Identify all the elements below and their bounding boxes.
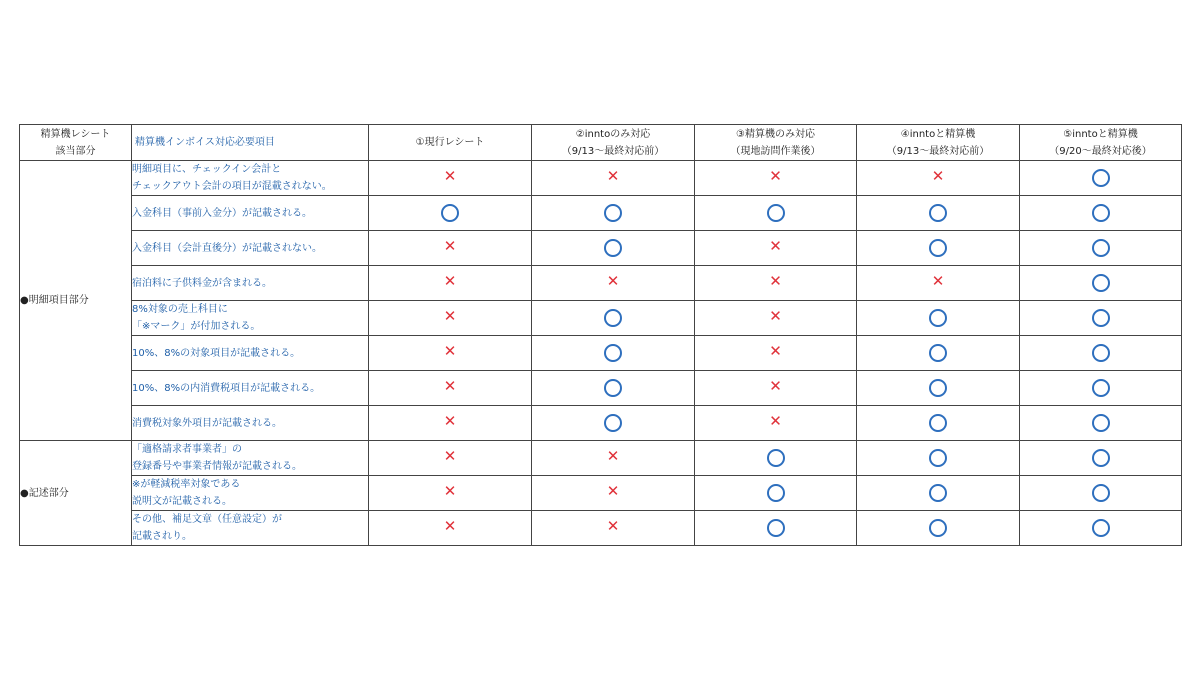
table-row — [20, 301, 1182, 336]
header-row — [20, 125, 1182, 161]
cross-icon: ✕ — [606, 482, 620, 500]
status-cell — [369, 476, 532, 511]
status-cell — [857, 336, 1020, 371]
table-row — [20, 441, 1182, 476]
cross-icon: ✕ — [443, 167, 457, 185]
header-text: （現地訪問作業後） — [730, 145, 821, 157]
status-cell — [695, 371, 857, 406]
circle-icon — [604, 204, 622, 222]
cross-icon: ✕ — [769, 377, 782, 395]
requirement-text: チェックアウト会計の項目が混載されない。 — [132, 181, 332, 192]
requirement-item — [132, 476, 369, 511]
cross-icon: ✕ — [769, 167, 782, 185]
requirement-item — [132, 301, 369, 336]
circle-icon — [929, 344, 947, 362]
header-text: （9/13～最終対応前） — [886, 145, 990, 157]
status-cell — [857, 301, 1020, 336]
table-row — [20, 371, 1182, 406]
header-text: 精算機インボイス対応必要項目 — [135, 137, 275, 148]
cross-icon: ✕ — [443, 447, 457, 465]
invoice-support-table — [19, 124, 1182, 546]
status-cell — [369, 336, 532, 371]
requirement-item — [132, 336, 369, 371]
status-cell — [857, 371, 1020, 406]
requirement-item — [132, 196, 369, 231]
cross-icon: ✕ — [606, 167, 620, 185]
circle-icon — [1092, 309, 1110, 327]
status-cell — [1020, 196, 1182, 231]
circle-icon — [1092, 204, 1110, 222]
requirement-item — [132, 441, 369, 476]
requirement-text: 8%対象の売上科目に — [132, 304, 228, 315]
cross-icon: ✕ — [769, 272, 782, 290]
circle-icon — [929, 239, 947, 257]
requirement-item — [132, 231, 369, 266]
header-text: 該当部分 — [55, 145, 96, 157]
cross-icon: ✕ — [769, 412, 782, 430]
circle-icon — [929, 484, 947, 502]
cross-icon: ✕ — [443, 342, 457, 360]
status-cell — [857, 266, 1020, 301]
requirement-text: 記載されり。 — [132, 531, 192, 542]
section-label: ●明細項目部分 — [20, 161, 132, 441]
status-cell — [1020, 371, 1182, 406]
status-cell — [369, 196, 532, 231]
table-row — [20, 406, 1182, 441]
circle-icon — [767, 449, 785, 467]
status-cell — [1020, 476, 1182, 511]
cross-icon: ✕ — [443, 307, 457, 325]
status-cell — [532, 301, 695, 336]
cross-icon: ✕ — [443, 272, 457, 290]
circle-icon — [929, 414, 947, 432]
status-cell — [857, 196, 1020, 231]
status-cell — [695, 266, 857, 301]
circle-icon — [441, 204, 459, 222]
circle-icon — [604, 414, 622, 432]
status-cell — [532, 196, 695, 231]
status-cell — [695, 476, 857, 511]
requirement-text: その他、補足文章（任意設定）が — [132, 514, 282, 525]
circle-icon — [929, 204, 947, 222]
status-cell — [857, 161, 1020, 196]
circle-icon — [1092, 414, 1110, 432]
status-cell — [369, 266, 532, 301]
header-text: （9/13～最終対応前） — [561, 145, 665, 157]
requirement-text: 「適格請求者事業者」の — [132, 444, 242, 455]
status-cell — [532, 371, 695, 406]
status-cell — [695, 231, 857, 266]
circle-icon — [1092, 484, 1110, 502]
table-row — [20, 266, 1182, 301]
circle-icon — [604, 309, 622, 327]
requirement-text: 入金科目（会計直後分）が記載されない。 — [132, 242, 322, 254]
header-text: ④inntoと精算機 — [900, 128, 976, 140]
requirement-text: ※が軽減税率対象である — [132, 479, 241, 490]
circle-icon — [604, 239, 622, 257]
header-text: 精算機レシート — [40, 128, 111, 140]
requirement-text: 宿泊料に子供料金が含まれる。 — [132, 277, 272, 289]
status-cell — [695, 406, 857, 441]
circle-icon — [1092, 519, 1110, 537]
cross-icon: ✕ — [443, 482, 457, 500]
section-label: ●記述部分 — [20, 441, 132, 546]
status-cell — [695, 336, 857, 371]
status-cell — [532, 336, 695, 371]
status-cell — [532, 476, 695, 511]
status-cell — [369, 301, 532, 336]
requirement-text: 登録番号や事業者情報が記載される。 — [132, 461, 302, 472]
status-cell — [695, 196, 857, 231]
cross-icon: ✕ — [443, 377, 457, 395]
circle-icon — [1092, 274, 1110, 292]
status-cell — [532, 231, 695, 266]
circle-icon — [1092, 344, 1110, 362]
status-cell — [532, 406, 695, 441]
header-current-receipt — [369, 125, 532, 161]
cross-icon: ✕ — [769, 342, 782, 360]
status-cell — [369, 231, 532, 266]
circle-icon — [929, 519, 947, 537]
status-cell — [695, 301, 857, 336]
cross-icon: ✕ — [931, 272, 945, 290]
header-text: ①現行レシート — [415, 137, 485, 148]
status-cell — [1020, 161, 1182, 196]
circle-icon — [929, 379, 947, 397]
status-cell — [1020, 511, 1182, 546]
status-cell — [369, 161, 532, 196]
header-innto-machine-post — [1020, 125, 1182, 161]
circle-icon — [929, 449, 947, 467]
header-required-items — [132, 125, 369, 161]
table-row — [20, 161, 1182, 196]
cross-icon: ✕ — [606, 517, 620, 535]
requirement-item — [132, 371, 369, 406]
table-row — [20, 196, 1182, 231]
circle-icon — [1092, 449, 1110, 467]
requirement-text: 10%、8%の対象項目が記載される。 — [132, 347, 301, 359]
status-cell — [369, 406, 532, 441]
table-row — [20, 231, 1182, 266]
circle-icon — [767, 484, 785, 502]
circle-icon — [1092, 169, 1110, 187]
requirement-text: 消費税対象外項目が記載される。 — [132, 417, 282, 429]
table-row — [20, 476, 1182, 511]
status-cell — [532, 511, 695, 546]
requirement-text: 「※マーク」が付加される。 — [132, 321, 261, 332]
cross-icon: ✕ — [769, 237, 782, 255]
header-receipt-section — [20, 125, 132, 161]
header-text: ②inntoのみ対応 — [575, 128, 651, 140]
header-text: ⑤inntoと精算機 — [1063, 128, 1138, 140]
circle-icon — [929, 309, 947, 327]
requirement-item — [132, 266, 369, 301]
requirement-item — [132, 406, 369, 441]
status-cell — [695, 441, 857, 476]
requirement-item — [132, 511, 369, 546]
table-row — [20, 511, 1182, 546]
requirement-text: 明細項目に、チェックイン会計と — [132, 164, 282, 175]
status-cell — [1020, 406, 1182, 441]
header-machine-only — [695, 125, 857, 161]
status-cell — [532, 161, 695, 196]
cross-icon: ✕ — [606, 272, 620, 290]
header-innto-only — [532, 125, 695, 161]
status-cell — [532, 266, 695, 301]
circle-icon — [767, 204, 785, 222]
cross-icon: ✕ — [443, 412, 457, 430]
status-cell — [857, 476, 1020, 511]
status-cell — [1020, 266, 1182, 301]
header-text: ③精算機のみ対応 — [736, 128, 815, 140]
status-cell — [695, 161, 857, 196]
status-cell — [1020, 441, 1182, 476]
status-cell — [857, 441, 1020, 476]
status-cell — [857, 231, 1020, 266]
header-text: （9/20～最終対応後） — [1049, 145, 1152, 157]
status-cell — [1020, 231, 1182, 266]
status-cell — [369, 441, 532, 476]
requirement-item — [132, 161, 369, 196]
requirement-text: 10%、8%の内消費税項目が記載される。 — [132, 382, 321, 394]
status-cell — [1020, 301, 1182, 336]
status-cell — [369, 511, 532, 546]
cross-icon: ✕ — [769, 307, 782, 325]
circle-icon — [1092, 379, 1110, 397]
status-cell — [695, 511, 857, 546]
status-cell — [857, 406, 1020, 441]
requirement-text: 説明文が記載される。 — [132, 496, 232, 507]
status-cell — [532, 441, 695, 476]
cross-icon: ✕ — [931, 167, 945, 185]
cross-icon: ✕ — [443, 237, 457, 255]
circle-icon — [1092, 239, 1110, 257]
requirement-text: 入金科目（事前入金分）が記載される。 — [132, 207, 312, 219]
status-cell — [1020, 336, 1182, 371]
cross-icon: ✕ — [443, 517, 457, 535]
circle-icon — [767, 519, 785, 537]
table-row — [20, 336, 1182, 371]
status-cell — [369, 371, 532, 406]
cross-icon: ✕ — [606, 447, 620, 465]
circle-icon — [604, 379, 622, 397]
status-cell — [857, 511, 1020, 546]
circle-icon — [604, 344, 622, 362]
header-innto-machine-pre — [857, 125, 1020, 161]
